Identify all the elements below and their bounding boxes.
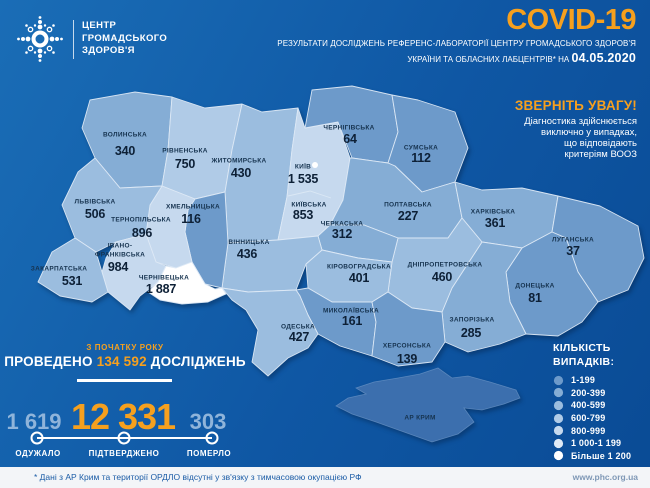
label-dnipro: ДНІПРОПЕТРОВСЬКА (407, 261, 483, 269)
label-zaporizhzhia: ЗАПОРІЗЬКА (449, 316, 495, 324)
svg-text:984: 984 (107, 260, 129, 274)
recovered-count: 1 619 (6, 409, 62, 434)
legend-item: 1-199 (553, 374, 631, 387)
svg-text:37: 37 (566, 244, 580, 258)
confirmed-count: 12 331 (70, 396, 176, 437)
legend (553, 342, 631, 462)
svg-text:896: 896 (131, 226, 153, 240)
svg-text:853: 853 (292, 208, 314, 222)
legend-swatch-icon (553, 387, 564, 398)
page-title: COVID-19 (506, 4, 636, 36)
svg-text:1 887: 1 887 (145, 282, 177, 296)
label-chernihiv: ЧЕРНІГІВСЬКА (323, 124, 375, 132)
legend-item: Більше 1 200 (553, 450, 631, 463)
label-khmelnytskyi: ХМЕЛЬНИЦЬКА (165, 203, 221, 211)
legend-item: 600-799 (553, 412, 631, 425)
svg-text:139: 139 (396, 352, 418, 366)
svg-text:401: 401 (348, 271, 370, 285)
period-label: З ПОЧАТКУ РОКУ (86, 343, 164, 352)
tests-block (0, 343, 250, 369)
tests-count: 134 592 (96, 354, 147, 369)
label-chernivtsi: ЧЕРНІВЕЦЬКА (138, 274, 190, 282)
logo-wordmark: ЦЕНТР ГРОМАДСЬКОГО ЗДОРОВ'Я (82, 20, 168, 56)
label-zhytomyr: ЖИТОМИРСЬКА (211, 157, 267, 165)
died-count: 303 (189, 409, 227, 434)
footer-bar (0, 467, 650, 488)
legend-item: 1 000-1 199 (553, 437, 631, 450)
legend-title: КІЛЬКІСТЬ ВИПАДКІВ: (553, 342, 615, 368)
svg-text:750: 750 (174, 157, 196, 171)
confirmed-label: ПІДТВЕРДЖЕНО (88, 449, 160, 458)
label-vinnytsia: ВІННИЦЬКА (228, 239, 270, 246)
legend-swatch-icon (553, 425, 564, 436)
label-mykolaiv: МИКОЛАЇВСЬКА (322, 307, 380, 315)
label-crimea: АР КРИМ (404, 414, 436, 422)
label-ivano-frankivsk: ІВАНО- (107, 242, 133, 250)
svg-text:1 535: 1 535 (287, 172, 319, 186)
footnote: * Дані з АР Крим та території ОРДЛО відсутні у зв'язку з тимчасовою окупацією РФ (34, 472, 362, 482)
label-poltava: ПОЛТАВСЬКА (384, 201, 432, 209)
region-crimea (336, 368, 520, 442)
svg-text:285: 285 (460, 326, 482, 340)
died-dot (206, 432, 219, 445)
label-donetsk: ДОНЕЦЬКА (515, 282, 555, 290)
svg-text:340: 340 (114, 144, 136, 158)
recovered-dot (31, 432, 44, 445)
svg-text:427: 427 (288, 330, 310, 344)
label-kirovohrad: КІРОВОГРАДСЬКА (327, 263, 391, 271)
svg-text:312: 312 (331, 227, 353, 241)
label-volyn: ВОЛИНСЬКА (102, 131, 148, 139)
legend-swatch-icon (553, 400, 564, 411)
label-zakarpattia: ЗАКАРПАТСЬКА (30, 265, 88, 273)
svg-text:112: 112 (411, 151, 431, 165)
legend-item: 200-399 (553, 387, 631, 400)
report-date: 04.05.2020 (571, 51, 636, 65)
label-kyiv-city: КИЇВ (294, 163, 312, 171)
svg-text:81: 81 (528, 291, 542, 305)
svg-text:ФРАНКІВСЬКА: ФРАНКІВСЬКА (94, 251, 146, 259)
svg-text:460: 460 (431, 270, 453, 284)
confirmed-dot (118, 432, 131, 445)
svg-text:506: 506 (84, 207, 106, 221)
legend-swatch-icon (553, 450, 564, 461)
legend-swatch-icon (553, 438, 564, 449)
attention-text: Діагностика здійснюється виключно у випадках, що відповідають критеріям ВООЗ (524, 116, 637, 160)
label-kyiv-oblast: КИЇВСЬКА (291, 201, 327, 209)
svg-text:531: 531 (61, 274, 83, 288)
svg-text:64: 64 (343, 132, 357, 146)
died-label: ПОМЕРЛО (186, 449, 232, 458)
svg-text:161: 161 (341, 314, 363, 328)
stats-divider (77, 379, 172, 382)
logo-divider (73, 20, 74, 59)
subtitle-line-1: РЕЗУЛЬТАТИ ДОСЛІДЖЕНЬ РЕФЕРЕНС-ЛАБОРАТОРІЇ ЦЕНТРУ ГРОМАДСЬКОГО ЗДОРОВ'Я (277, 39, 636, 48)
legend-swatch-icon (553, 413, 564, 424)
tests-line: ПРОВЕДЕНО 134 592 ДОСЛІДЖЕНЬ (4, 354, 246, 369)
label-kharkiv: ХАРКІВСЬКА (470, 208, 516, 216)
label-lviv: ЛЬВІВСЬКА (74, 198, 116, 206)
svg-text:227: 227 (397, 209, 419, 223)
svg-text:430: 430 (230, 166, 252, 180)
attention-box (407, 98, 637, 160)
label-sumy: СУМСЬКА (403, 144, 439, 152)
phc-logo-icon (16, 15, 64, 63)
svg-text:436: 436 (236, 247, 258, 261)
website-url: www.phc.org.ua (572, 472, 638, 482)
kyiv-city-marker (312, 162, 318, 168)
recovered-label: ОДУЖАЛО (15, 449, 61, 458)
label-luhansk: ЛУГАНСЬКА (552, 236, 594, 244)
attention-title: ЗВЕРНІТЬ УВАГУ! (514, 98, 637, 113)
label-ternopil: ТЕРНОПІЛЬСЬКА (111, 216, 171, 224)
legend-item: 800-999 (553, 424, 631, 437)
label-rivne: РІВНЕНСЬКА (162, 147, 208, 155)
label-kherson: ХЕРСОНСЬКА (382, 342, 432, 350)
label-odesa: ОДЕСЬКА (280, 323, 316, 331)
svg-text:361: 361 (484, 216, 506, 230)
legend-swatch-icon (553, 375, 564, 386)
legend-item: 400-599 (553, 399, 631, 412)
legend-items (553, 374, 631, 462)
svg-text:116: 116 (181, 212, 201, 226)
label-cherkasy: ЧЕРКАСЬКА (320, 220, 364, 228)
subtitle-line-2: УКРАЇНИ ТА ОБЛАСНИХ ЛАБЦЕНТРІВ* НА 04.05.2020 (407, 51, 636, 65)
